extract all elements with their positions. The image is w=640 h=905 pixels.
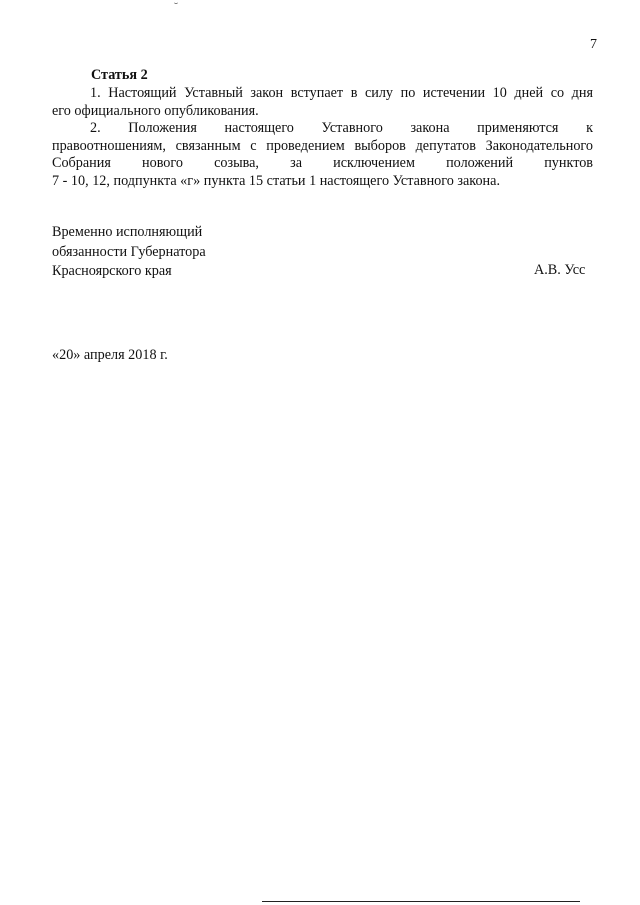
article-paragraph-1: [52, 85, 593, 120]
paragraph-2-line-1: 2. Положения настоящего Уставного закона применяются к: [90, 120, 593, 136]
page-number: 7: [590, 37, 597, 52]
signatory-name: А.В. Усс: [534, 262, 586, 278]
article-title: Статья 2: [91, 67, 148, 83]
paragraph-2-line-2: правоотношениям, связанным с проведением выборов депутатов Законодательного: [52, 137, 593, 154]
article-paragraph-2: [52, 120, 593, 190]
bottom-scan-rule: [262, 901, 580, 902]
paragraph-1-line-2: его официального опубликования.: [52, 102, 259, 119]
signatory-position-line-1: Временно исполняющий: [52, 224, 203, 240]
signatory-position-line-2: обязанности Губернатора: [52, 243, 206, 260]
signatory-position-line-3: Красноярского края: [52, 263, 172, 279]
paragraph-2-line-3: Собрания нового созыва, за исключением положений пунктов: [52, 155, 593, 171]
paragraph-2-line-4: 7 - 10, 12, подпункта «г» пункта 15 статьи 1 настоящего Уставного закона.: [52, 172, 500, 189]
signatory-position: [52, 223, 206, 282]
paragraph-1-line-1: 1. Настоящий Уставный закон вступает в силу по истечении 10 дней со дня: [90, 85, 593, 101]
document-date: «20» апреля 2018 г.: [52, 347, 168, 363]
scan-artifact-mark: [174, 0, 178, 4]
